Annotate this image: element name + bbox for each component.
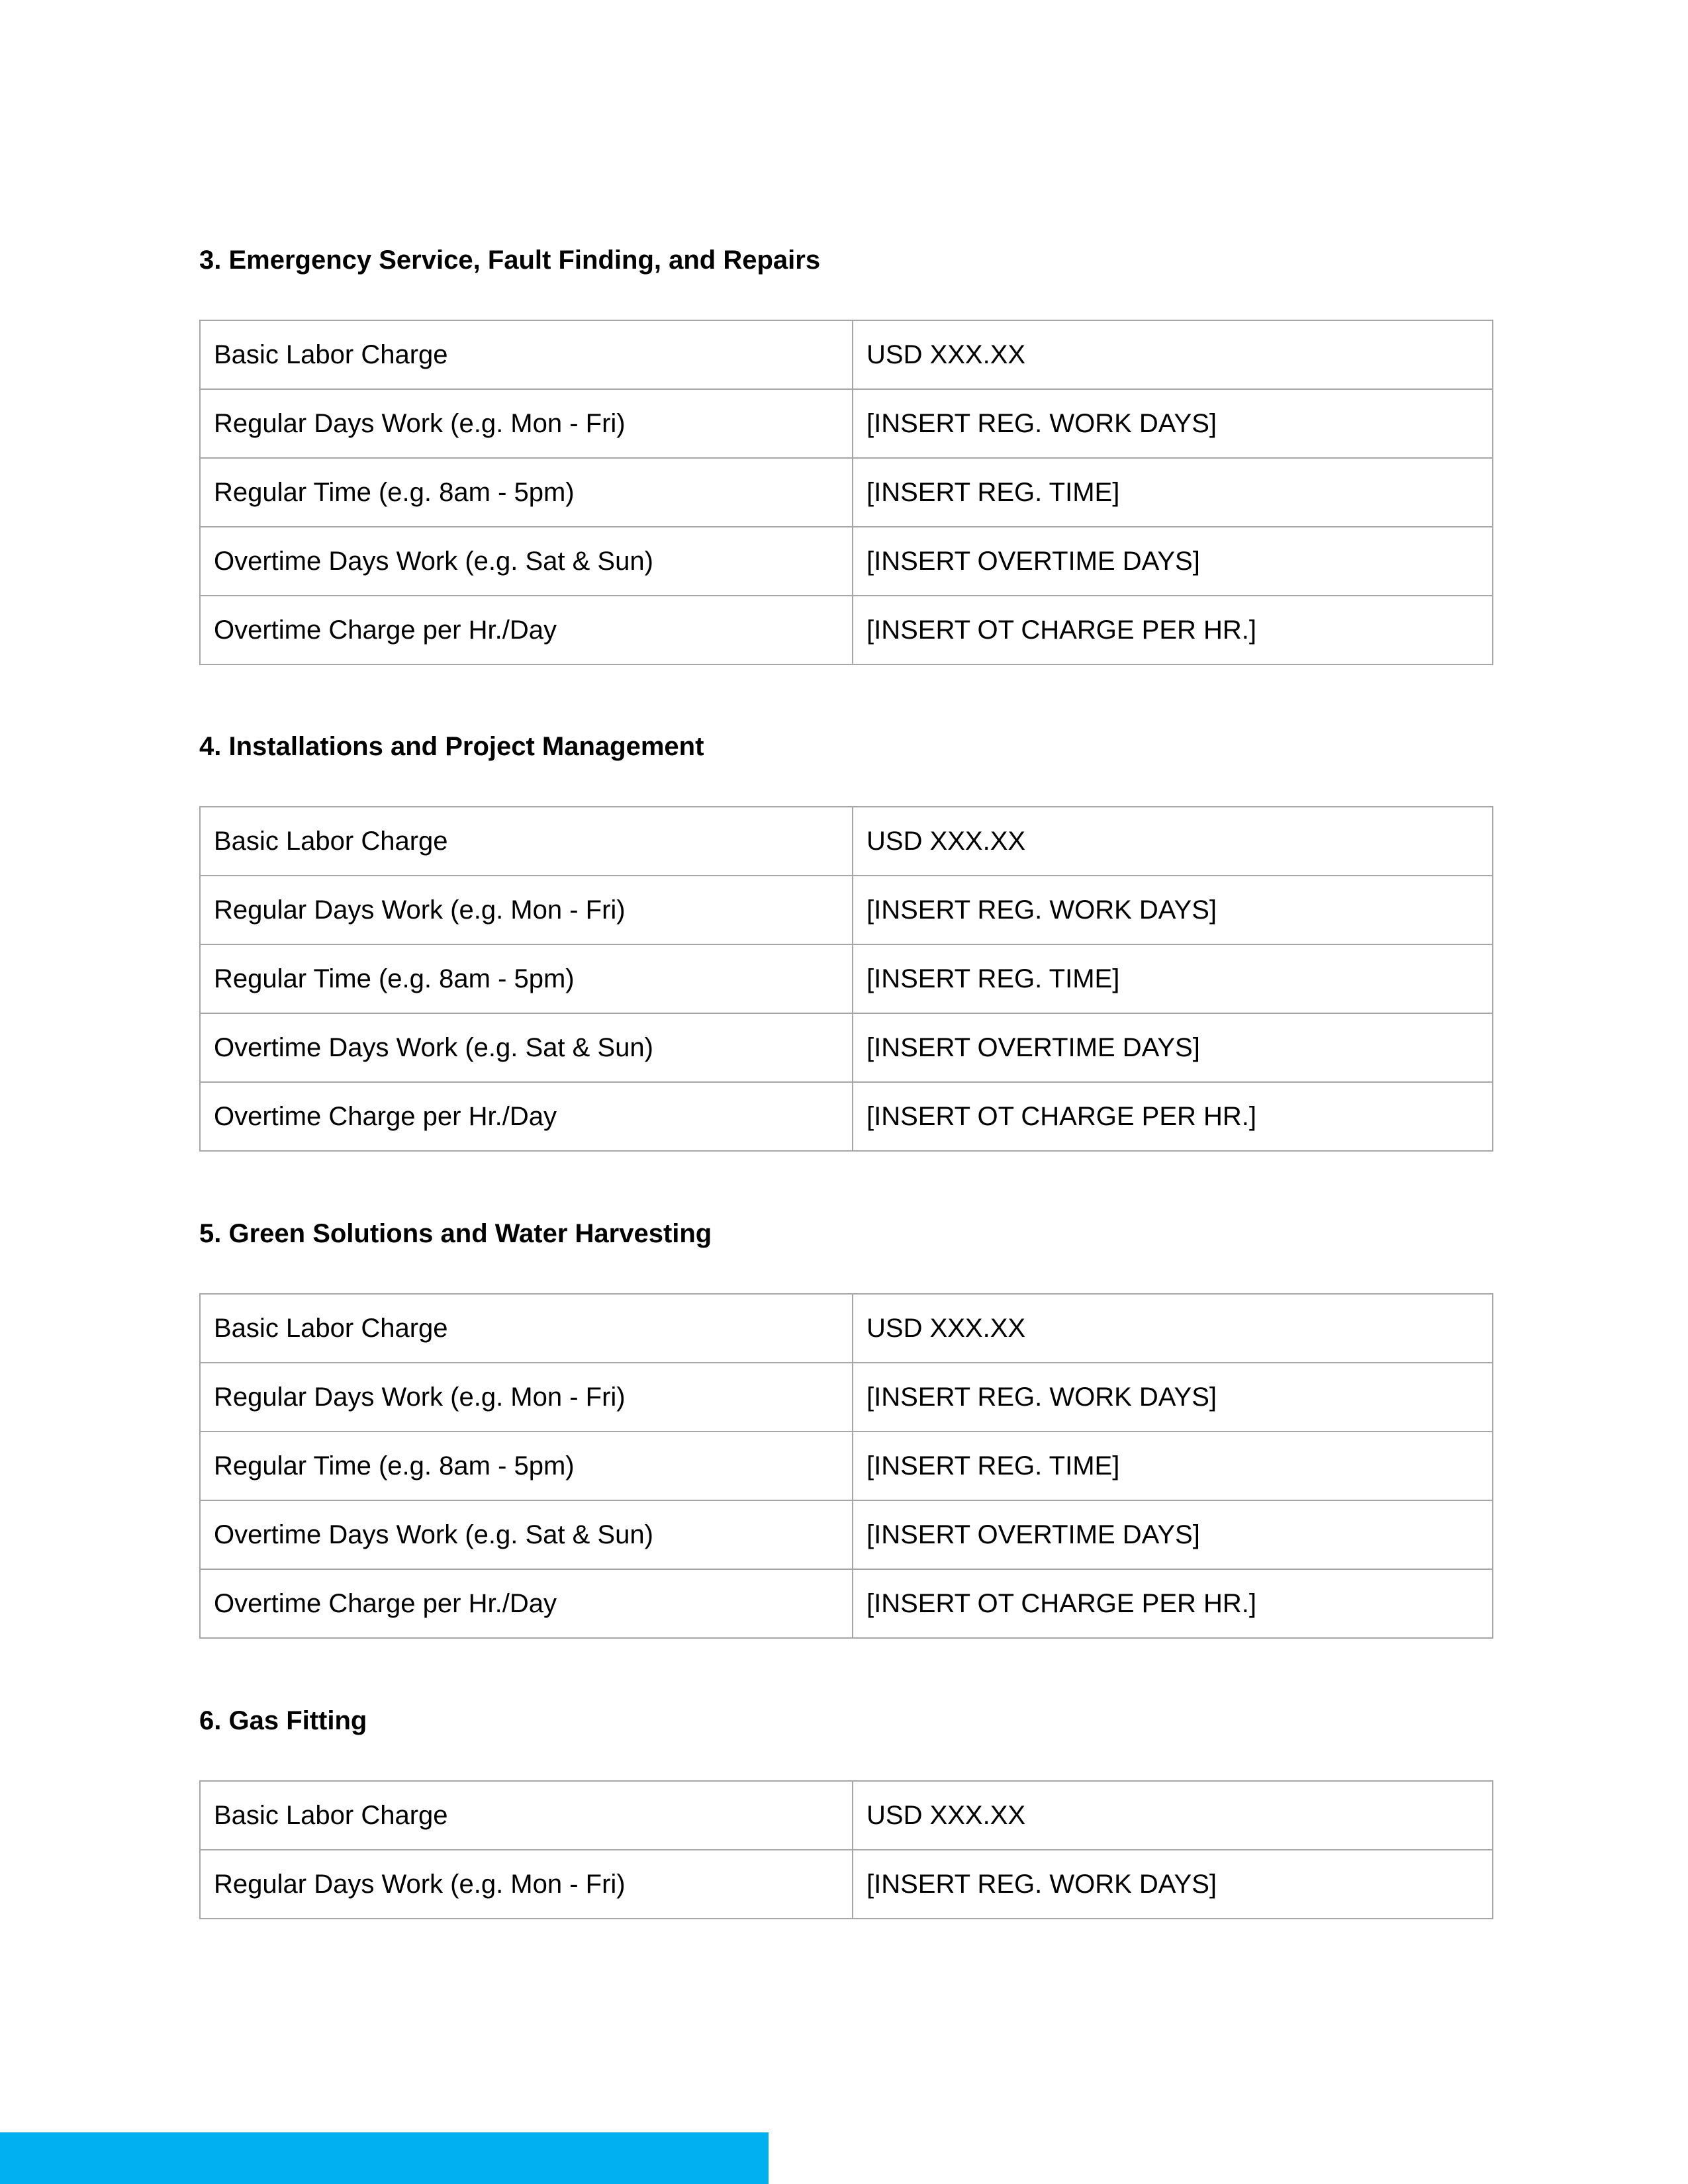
row-value: [INSERT REG. WORK DAYS] <box>853 876 1493 944</box>
rate-table <box>199 1293 1493 1639</box>
row-value: [INSERT REG. TIME] <box>853 1432 1493 1500</box>
row-label: Regular Time (e.g. 8am - 5pm) <box>200 944 853 1013</box>
table-row <box>200 1294 1493 1363</box>
table-row <box>200 944 1493 1013</box>
row-value: [INSERT OVERTIME DAYS] <box>853 527 1493 596</box>
table-row <box>200 807 1493 876</box>
row-value: USD XXX.XX <box>853 320 1493 389</box>
row-label: Regular Time (e.g. 8am - 5pm) <box>200 458 853 527</box>
row-label: Overtime Days Work (e.g. Sat & Sun) <box>200 1500 853 1569</box>
row-label: Basic Labor Charge <box>200 1294 853 1363</box>
table-row <box>200 389 1493 458</box>
row-value: USD XXX.XX <box>853 1294 1493 1363</box>
table-row <box>200 1363 1493 1432</box>
table-row <box>200 876 1493 944</box>
row-value: [INSERT REG. WORK DAYS] <box>853 1363 1493 1432</box>
table-row <box>200 1850 1493 1919</box>
row-label: Basic Labor Charge <box>200 320 853 389</box>
section-heading: 5. Green Solutions and Water Harvesting <box>199 1219 712 1248</box>
table-row <box>200 1569 1493 1638</box>
row-value: [INSERT OT CHARGE PER HR.] <box>853 1569 1493 1638</box>
rate-table <box>199 806 1493 1152</box>
rate-table <box>199 1780 1493 1919</box>
row-label: Basic Labor Charge <box>200 1781 853 1850</box>
row-value: [INSERT OT CHARGE PER HR.] <box>853 1082 1493 1151</box>
row-value: [INSERT REG. WORK DAYS] <box>853 389 1493 458</box>
row-label: Regular Days Work (e.g. Mon - Fri) <box>200 389 853 458</box>
row-value: USD XXX.XX <box>853 807 1493 876</box>
row-value: [INSERT OVERTIME DAYS] <box>853 1013 1493 1082</box>
row-label: Overtime Days Work (e.g. Sat & Sun) <box>200 527 853 596</box>
row-label: Regular Days Work (e.g. Mon - Fri) <box>200 1850 853 1919</box>
table-row <box>200 1013 1493 1082</box>
row-value: [INSERT OVERTIME DAYS] <box>853 1500 1493 1569</box>
rate-table <box>199 320 1493 665</box>
row-label: Overtime Charge per Hr./Day <box>200 596 853 664</box>
table-row <box>200 1432 1493 1500</box>
table-row <box>200 320 1493 389</box>
row-label: Regular Time (e.g. 8am - 5pm) <box>200 1432 853 1500</box>
table-row <box>200 1781 1493 1850</box>
row-label: Overtime Days Work (e.g. Sat & Sun) <box>200 1013 853 1082</box>
table-row <box>200 1500 1493 1569</box>
row-label: Regular Days Work (e.g. Mon - Fri) <box>200 1363 853 1432</box>
row-value: [INSERT REG. TIME] <box>853 458 1493 527</box>
row-label: Overtime Charge per Hr./Day <box>200 1569 853 1638</box>
table-row <box>200 596 1493 664</box>
row-label: Overtime Charge per Hr./Day <box>200 1082 853 1151</box>
table-row <box>200 458 1493 527</box>
row-label: Basic Labor Charge <box>200 807 853 876</box>
section-heading: 3. Emergency Service, Fault Finding, and Repairs <box>199 246 821 275</box>
row-value: [INSERT OT CHARGE PER HR.] <box>853 596 1493 664</box>
table-row <box>200 1082 1493 1151</box>
section-heading: 4. Installations and Project Management <box>199 732 704 761</box>
row-value: USD XXX.XX <box>853 1781 1493 1850</box>
table-row <box>200 527 1493 596</box>
row-value: [INSERT REG. WORK DAYS] <box>853 1850 1493 1919</box>
row-value: [INSERT REG. TIME] <box>853 944 1493 1013</box>
row-label: Regular Days Work (e.g. Mon - Fri) <box>200 876 853 944</box>
footer-accent-bar <box>0 2132 769 2184</box>
section-heading: 6. Gas Fitting <box>199 1706 367 1735</box>
